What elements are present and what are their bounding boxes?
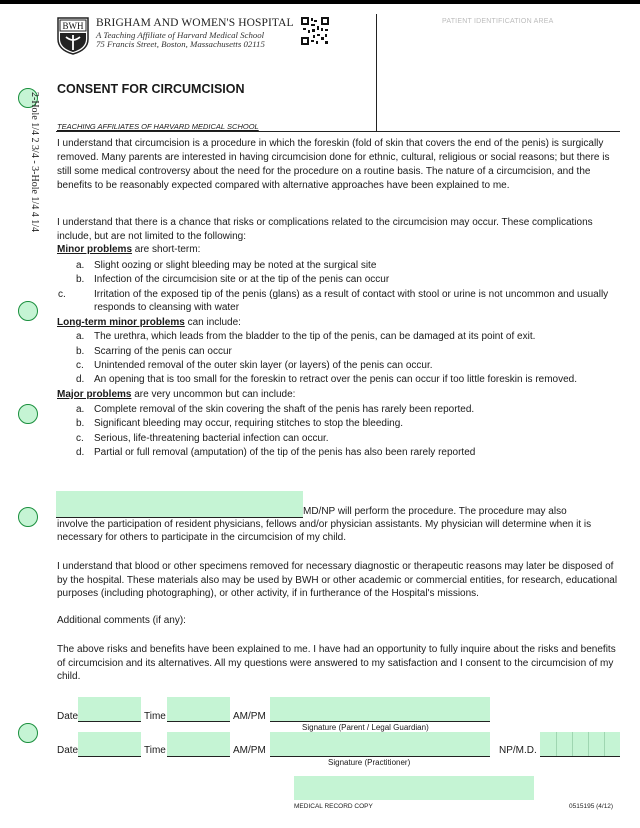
additional-comments-label: Additional comments (if any): bbox=[57, 615, 186, 626]
parent-signature-field[interactable] bbox=[270, 697, 490, 721]
header-divider-vertical bbox=[376, 14, 377, 132]
patient-identification-area-label: PATIENT IDENTIFICATION AREA bbox=[442, 18, 554, 25]
list-item: b. Significant bleeding may occur, requiring stitches to stop the bleeding. bbox=[76, 418, 404, 429]
id-cell-divider bbox=[604, 732, 620, 756]
id-cell-divider bbox=[556, 732, 572, 756]
binder-hole-5 bbox=[18, 723, 38, 743]
hospital-affiliation: A Teaching Affiliate of Harvard Medical School bbox=[96, 30, 265, 40]
binder-hole-4 bbox=[18, 507, 38, 527]
time-label: Time bbox=[144, 745, 166, 756]
parent-date-input[interactable] bbox=[78, 697, 141, 721]
ampm-label: AM/PM bbox=[233, 711, 266, 722]
list-item: b. Scarring of the penis can occur bbox=[76, 346, 232, 357]
closing-paragraph: The above risks and benefits have been explained to me. I have had an opportunity to fully inquire about the risks and benefits of circumcision and its alternatives. All my questions were answered to my satisfaction and I consent to the circumcision of my child. bbox=[57, 644, 616, 682]
binder-hole-2 bbox=[18, 301, 38, 321]
date-label: Date bbox=[57, 745, 79, 756]
practitioner-signature-underline bbox=[270, 756, 490, 757]
parent-time-input[interactable] bbox=[167, 697, 230, 721]
parent-signature-underline bbox=[270, 721, 490, 722]
hospital-name: BRIGHAM AND WOMEN'S HOSPITAL bbox=[96, 17, 294, 29]
hole-punch-guide-text: 2-Hole 1/4 2 3/4 - 3-Hole 1/4 4 1/4 bbox=[29, 92, 40, 232]
physician-statement-paragraph: involve the participation of resident physicians, fellows and/or physician assistants. My physician will determine when it is necessary for others to participate in the circumcision of my child. bbox=[57, 519, 592, 543]
physician-statement-first-line: MD/NP will perform the procedure. The procedure may also bbox=[303, 506, 567, 517]
date-label: Date bbox=[57, 711, 79, 722]
list-item: c. Serious, life-threatening bacterial infection can occur. bbox=[76, 433, 329, 444]
hospital-address: 75 Francis Street, Boston, Massachusetts 02115 bbox=[96, 39, 265, 49]
practitioner-date-input[interactable] bbox=[78, 732, 141, 756]
medical-record-field[interactable] bbox=[294, 776, 534, 800]
ampm-label: AM/PM bbox=[233, 745, 266, 756]
id-cell-divider bbox=[572, 732, 588, 756]
header-divider-horizontal bbox=[56, 131, 620, 132]
practitioner-time-underline bbox=[167, 756, 230, 757]
parent-date-underline bbox=[78, 721, 141, 722]
longterm-problems-heading: Long-term minor problems can include: bbox=[57, 317, 241, 328]
specimens-paragraph: I understand that blood or other specimens removed for necessary diagnostic or therapeutic reasons may later be disposed of by the hospital. These materials also may be used by BWH or other academic or commercial entities, for research, educational purposes (including photographing), or other activity, if in furtherance of the Hospital's missions. bbox=[57, 561, 618, 599]
practitioner-id-underline bbox=[540, 756, 620, 757]
parent-time-underline bbox=[167, 721, 230, 722]
bwh-shield-logo bbox=[57, 17, 89, 55]
list-item: a. The urethra, which leads from the bladder to the tip of the penis, can be damaged at its point of exit. bbox=[76, 331, 536, 342]
top-border bbox=[0, 0, 640, 4]
list-item: c. Irritation of the exposed tip of the penis (glans) as a result of contact with stool or urine is not uncommon and usually responds to cleansing with water bbox=[58, 289, 609, 313]
binder-hole-3 bbox=[18, 404, 38, 424]
footer-form-number: 0515195 (4/12) bbox=[569, 803, 614, 810]
list-item: d. An opening that is too small for the foreskin to retract over the penis can occur if too little foreskin is removed. bbox=[76, 374, 578, 385]
list-item: c. Unintended removal of the outer skin layer (or layers) of the penis can occur. bbox=[76, 360, 433, 371]
list-item: b. Infection of the circumcision site or at the tip of the penis can occur bbox=[76, 274, 390, 285]
physician-name-input[interactable] bbox=[56, 491, 303, 517]
list-item: a. Complete removal of the skin covering the shaft of the penis has rarely been reported. bbox=[76, 404, 475, 415]
practitioner-date-underline bbox=[78, 756, 141, 757]
np-md-label: NP/M.D. bbox=[499, 745, 537, 756]
list-item: d. Partial or full removal (amputation) of the tip of the penis has also been rarely reported bbox=[76, 447, 476, 458]
intro-paragraph: I understand that circumcision is a procedure in which the foreskin (fold of skin that covers the end of the penis) is surgically removed. Many parents are interested in having circumcision done for ethnic, cultural, religious or social reasons; but there is still some medical controversy about the need for the procedure on a routine basis. The nature of a circumcision, and the benefits to be reasonably expected compared with alternative approaches have been explained to me. bbox=[57, 138, 610, 191]
risks-intro-paragraph: I understand that there is a chance that risks or complications related to the circumcision may occur. These complications include, but are not limited to the following: bbox=[57, 217, 593, 242]
practitioner-signature-caption: Signature (Practitioner) bbox=[328, 758, 411, 767]
practitioner-time-input[interactable] bbox=[167, 732, 230, 756]
footer-medical-record-copy: MEDICAL RECORD COPY bbox=[294, 803, 373, 810]
page-title: CONSENT FOR CIRCUMCISION bbox=[57, 82, 245, 96]
time-label: Time bbox=[144, 711, 166, 722]
practitioner-signature-field[interactable] bbox=[270, 732, 490, 756]
parent-signature-caption: Signature (Parent / Legal Guardian) bbox=[302, 723, 429, 732]
svg-text:BWH: BWH bbox=[62, 21, 84, 31]
minor-problems-heading: Minor problems are short-term: bbox=[57, 244, 201, 255]
organization-line: TEACHING AFFILIATES OF HARVARD MEDICAL SCHOOL bbox=[57, 122, 259, 131]
qr-code-icon bbox=[301, 17, 329, 45]
major-problems-heading: Major problems are very uncommon but can include: bbox=[57, 389, 296, 400]
list-item: a. Slight oozing or slight bleeding may be noted at the surgical site bbox=[76, 260, 377, 271]
id-cell-divider bbox=[588, 732, 604, 756]
